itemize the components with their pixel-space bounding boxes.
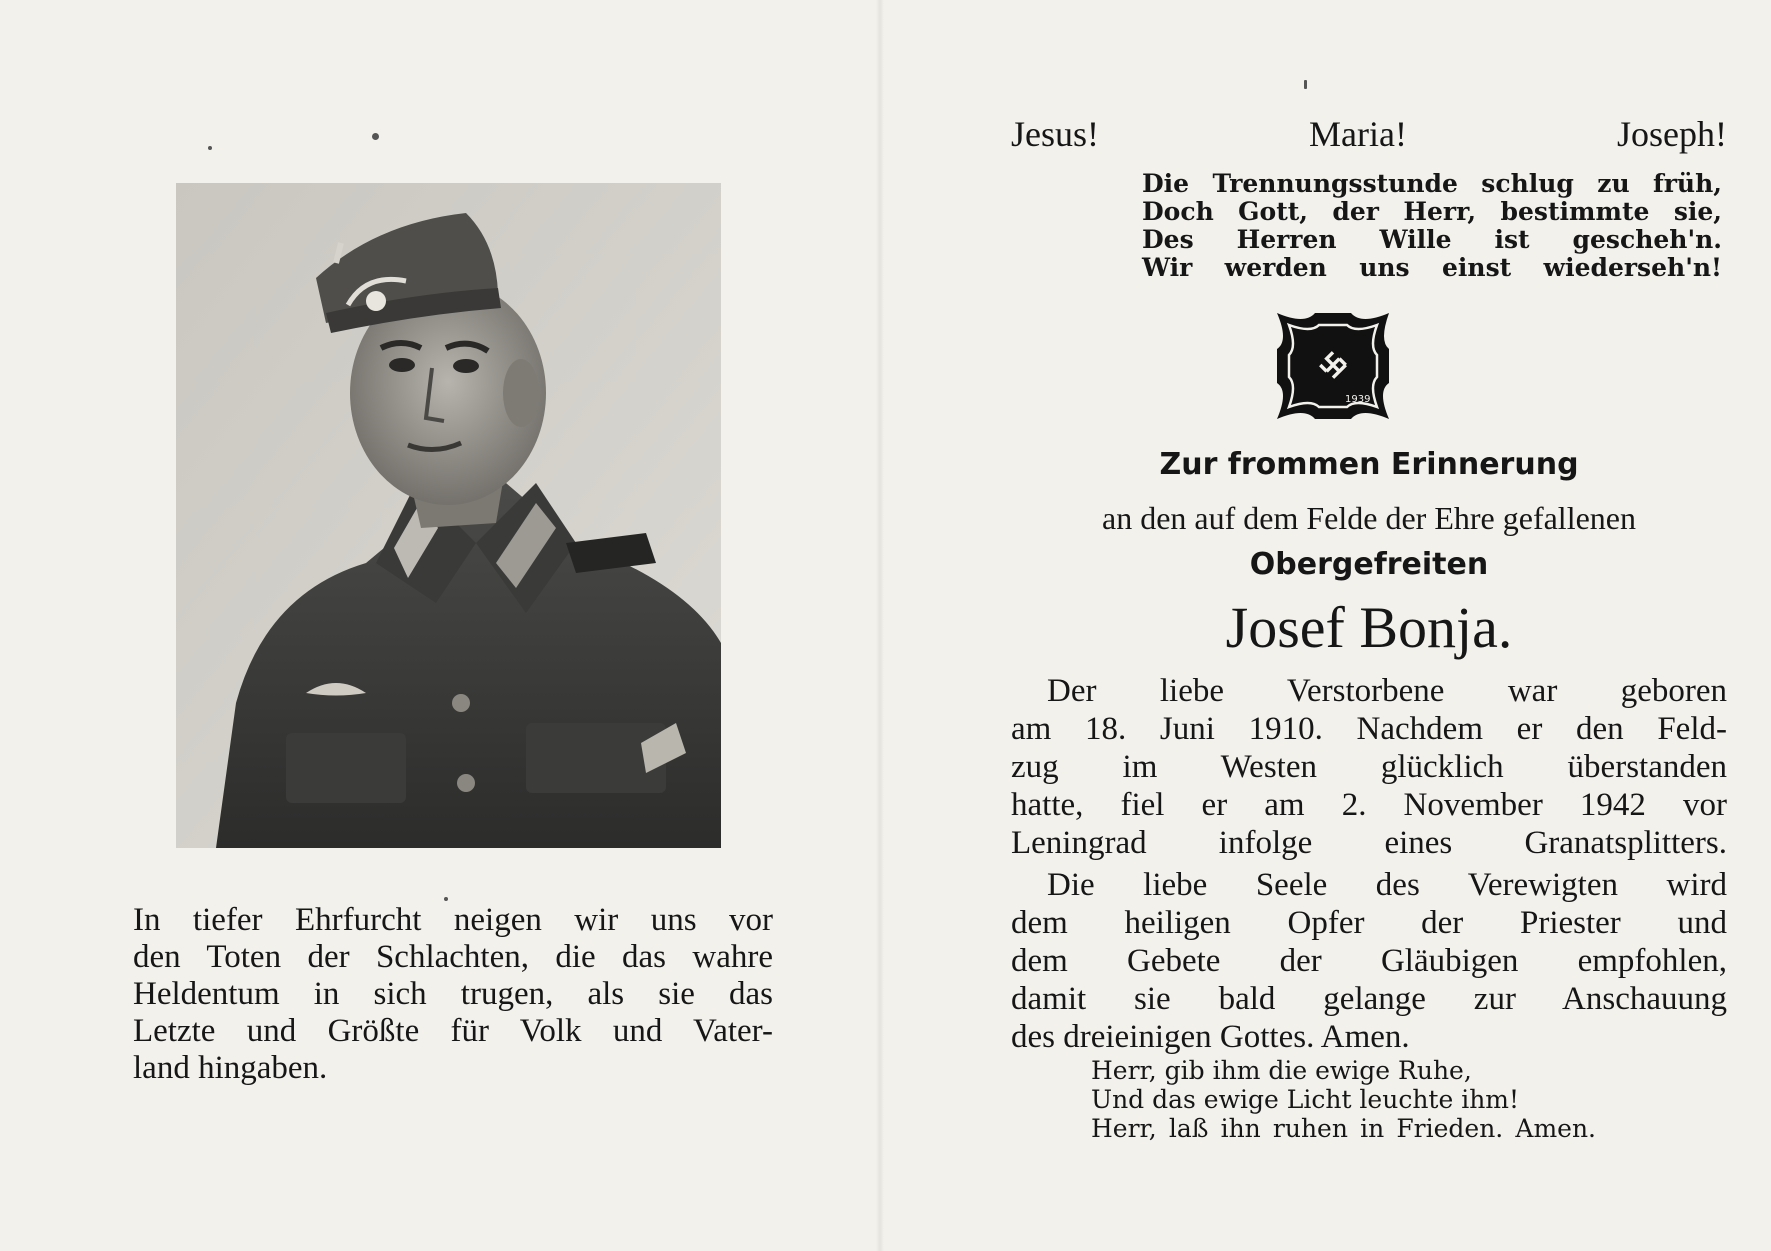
paper-speck: [208, 146, 212, 150]
verse-line: Wir werden uns einst wiederseh'n!: [1142, 253, 1722, 282]
bio-line: dem heiligen Opfer der Priester und: [1011, 905, 1727, 941]
bio-line: zug im Westen glücklich überstanden: [1011, 749, 1727, 785]
dedication-text: [133, 902, 773, 1087]
dedication-line: In tiefer Ehrfurcht neigen wir uns vor: [133, 902, 773, 938]
bio-line: Leningrad infolge eines Granatsplitters.: [1011, 825, 1727, 861]
verse-line: Des Herren Wille ist gescheh'n.: [1142, 225, 1722, 254]
soldier-portrait-photo: [176, 183, 721, 848]
paper-speck: [444, 897, 448, 901]
left-page: [0, 0, 880, 1251]
invocation-joseph: Joseph!: [1616, 114, 1727, 154]
verse-line: Doch Gott, der Herr, bestimmte sie,: [1142, 197, 1722, 226]
dedication-line: Heldentum in sich trugen, als sie das: [133, 976, 773, 1012]
portrait-illustration: [176, 183, 721, 848]
bio-line: des dreieinigen Gottes. Amen.: [1011, 1019, 1410, 1055]
bio-line: am 18. Juni 1910. Nachdem er den Feld-: [1011, 711, 1727, 747]
bio-line: damit sie bald gelange zur Anschauung: [1011, 981, 1727, 1017]
farewell-verse: [1142, 170, 1722, 282]
invocation-maria: Maria!: [1309, 114, 1407, 154]
deceased-rank: Obergefreiten: [1249, 547, 1489, 582]
bio-line: Die liebe Seele des Verewigten wird: [1047, 867, 1727, 903]
verse-line: Die Trennungsstunde schlug zu früh,: [1142, 169, 1722, 198]
prayer-line: Und das ewige Licht leuchte ihm!: [1091, 1085, 1520, 1114]
prayer-line: Herr, laß ihn ruhen in Frieden. Amen.: [1091, 1114, 1596, 1143]
memorial-subheading: an den auf dem Felde der Ehre gefallenen: [1102, 500, 1636, 536]
bio-line: Der liebe Verstorbene war geboren: [1047, 673, 1727, 709]
bio-line: dem Gebete der Gläubigen empfohlen,: [1011, 943, 1727, 979]
dedication-line: land hingaben.: [133, 1050, 328, 1086]
bio-line: hatte, fiel er am 2. November 1942 vor: [1011, 787, 1727, 823]
paper-speck: [1304, 80, 1307, 89]
memorial-heading: Zur frommen Erinnerung: [1159, 447, 1579, 482]
right-page: [880, 0, 1771, 1251]
biography-text: [1011, 672, 1727, 1056]
deceased-name: Josef Bonja.: [1225, 595, 1513, 660]
dedication-line: den Toten der Schlachten, die das wahre: [133, 939, 773, 975]
invocation-jesus: Jesus!: [1011, 114, 1099, 154]
closing-prayer: [1091, 1056, 1596, 1143]
cross-year: 1939: [1345, 394, 1371, 405]
prayer-line: Herr, gib ihm die ewige Ruhe,: [1091, 1056, 1472, 1085]
dedication-line: Letzte und Größte für Volk und Vater-: [133, 1013, 773, 1049]
paper-speck: [372, 133, 379, 140]
iron-cross-emblem: [1271, 307, 1395, 425]
invocation-line: [1011, 113, 1727, 155]
